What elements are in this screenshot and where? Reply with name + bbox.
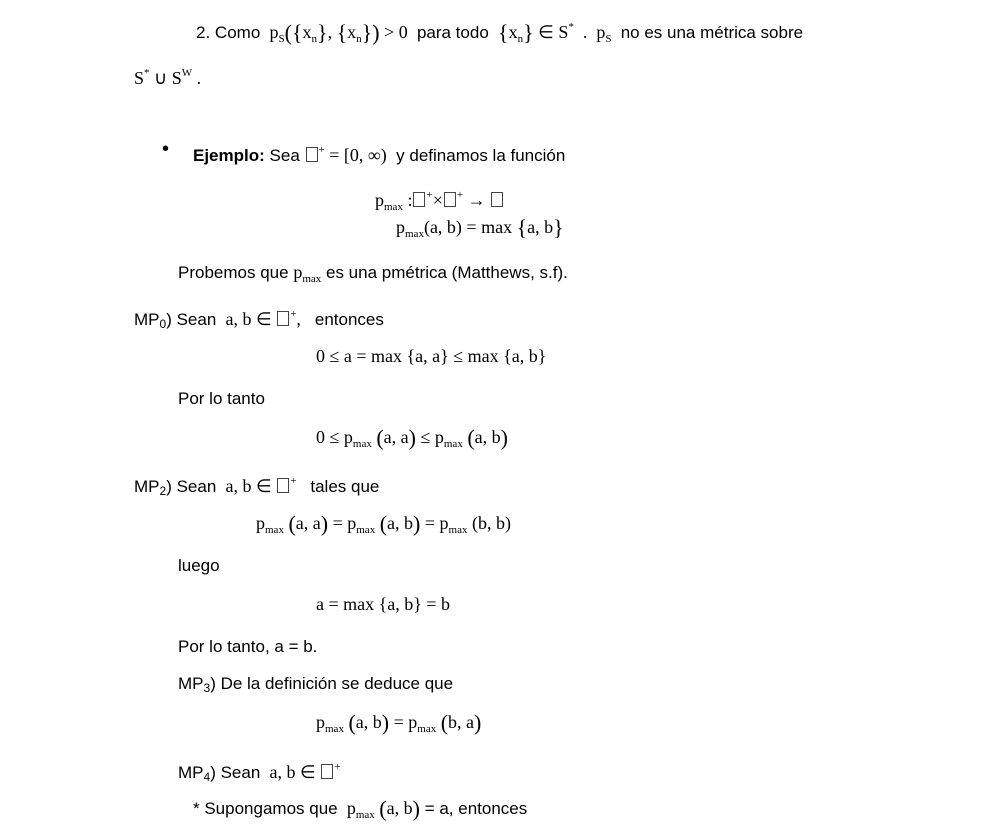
math-ps: $p_S(\{x_n\}$, $\{x_n\}) > 0$ (265, 20, 408, 45)
mp-index: 4 (203, 770, 211, 784)
text: = a, entonces (424, 799, 528, 818)
mp-label: MP (178, 763, 204, 782)
item-2-line (196, 16, 803, 50)
text: no es una métrica sobre (620, 23, 804, 42)
mp4-suppose (193, 797, 527, 826)
mp2-line (134, 470, 379, 502)
ejemplo-line (193, 139, 565, 167)
mp-label: MP (134, 477, 160, 496)
mp-index: 3 (203, 681, 211, 695)
text: ) Sean (166, 477, 217, 496)
item-number: 2. (196, 23, 211, 42)
text: y definamos la función (396, 146, 566, 165)
math-pmax: $p_{max}$ (293, 262, 322, 285)
mp2-equation-2: a = max {a, b} = b (316, 594, 451, 614)
mp2-equation: $p_{max}$ (a, $a) = p_{max}$ (a, $b) = p_{max}$ (b, b) (256, 511, 511, 536)
text: tales que (310, 477, 380, 496)
math-vars: a, b ∈ + (269, 761, 341, 782)
set-union: S* ∪ $S^W$ . (134, 67, 202, 88)
text: Probemos que (178, 263, 289, 282)
math-interval: + = [0, ∞) (305, 145, 387, 165)
mp2-conclusion: Por lo tanto, a = b. (178, 637, 318, 656)
mp0-line (134, 303, 384, 335)
text: * Supongamos que (193, 799, 338, 818)
pmax-map: $p_{max}$ : +× + → (375, 184, 504, 218)
mp-index: 0 (159, 317, 167, 331)
mp-label: MP (134, 310, 160, 329)
pmax-formula: $p_{max}(a$, b) = max {a, b} (396, 215, 564, 240)
text: Como (214, 23, 261, 42)
ejemplo-label: Ejemplo: (193, 146, 265, 165)
mp0-equation: 0 ≤ a = max {a, a} ≤ max {a, b} (316, 346, 547, 366)
text: Sea (269, 146, 300, 165)
text: ) De la definición se deduce que (210, 674, 454, 693)
bullet-icon: • (162, 138, 170, 160)
por-lo-tanto-1: Por lo tanto (178, 389, 265, 408)
text: ) Sean (166, 310, 217, 329)
mp3-equation: $p_{max}$ (a, $b) = p_{max}$ (b, a) (316, 710, 482, 735)
mp0-conclusion: $0 \le p_{max}$ (a, $a) \le p_{max}$ (a, b) (316, 425, 508, 450)
text: entonces (314, 310, 384, 329)
mp-index: 2 (159, 484, 167, 498)
text: ) Sean (210, 763, 261, 782)
luego: luego (178, 556, 220, 575)
math-xn-in-s: $\{x_n\}$ ∈ S* . $p_S$ (498, 20, 612, 45)
text: para todo (416, 23, 489, 42)
math-pmax-ab: $p_{max}$ (a, b) (342, 796, 420, 821)
math-vars: a, b ∈ +, (225, 308, 306, 329)
mp3-line (178, 673, 453, 699)
mp-label: MP (178, 674, 204, 693)
mp4-line (178, 756, 340, 788)
math-vars: a, b ∈ + (225, 475, 297, 496)
text: es una pmétrica (Matthews, s.f). (326, 263, 568, 282)
probemos-line (178, 261, 568, 290)
